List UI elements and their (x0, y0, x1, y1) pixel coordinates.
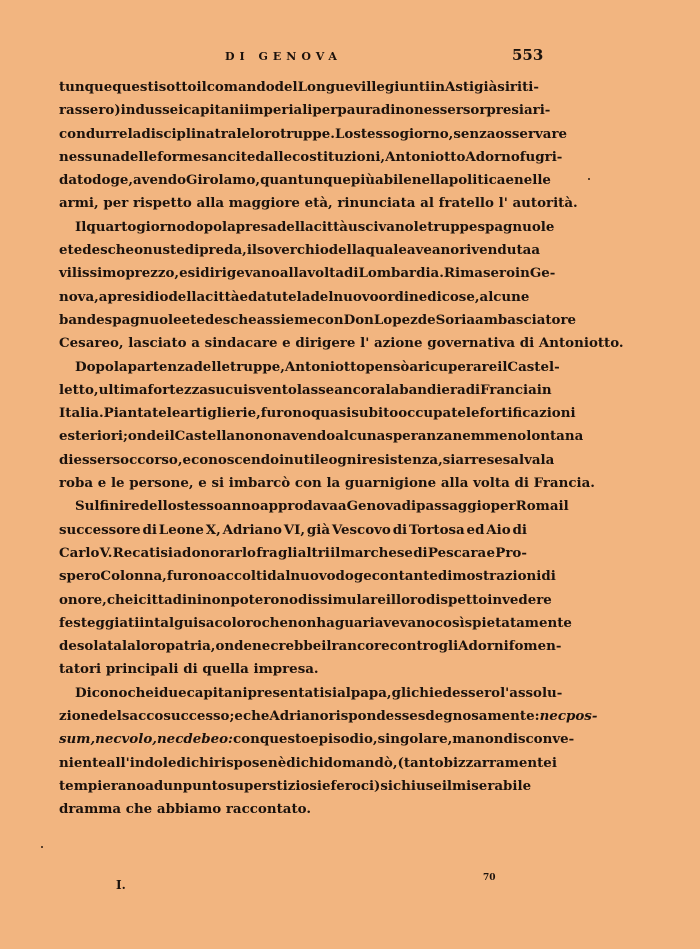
text-line: rassero) indusse i capitani imperiali per paura di non esser sorpresi a ri- (59, 102, 551, 119)
text-line: zione del sacco successo; e che Adriano rispondesse sdegnosamente: nec pos- (59, 708, 598, 725)
text-line: sum, nec volo, nec debeo: con questo episodio, singolare, ma non disconve- (59, 731, 575, 748)
signature-mark-left: I. (116, 878, 126, 892)
text-line: dato doge, avendo Girolamo, quantunque più abile nella politica e nelle (59, 172, 551, 189)
text-line: bande spagnuole e tedesche assieme con Don Lopez de Soria ambasciatore (59, 311, 577, 328)
text-line: Italia. Piantate le artiglierie, furono quasi subito occupate le fortificazioni (59, 405, 576, 422)
signature-mark-right: 70 (483, 873, 496, 883)
paragraph (59, 216, 624, 356)
paper-speck (588, 178, 590, 180)
text-line: Carlo V. Recatisi ad onorarlo fra gli altri il marchese di Pescara e Pro- (59, 544, 527, 561)
paragraph (59, 495, 572, 681)
text-line: roba e le persone, e si imbarcò con la guarnigione alla volta di Francia. (59, 475, 595, 492)
text-line: esteriori; onde il Castellano non avendo alcuna speranza nemmeno lontana (59, 428, 584, 445)
text-line: Dicono che i due capitani presentatisi al papa, gli chiedessero l' assolu- (75, 684, 563, 701)
paper-speck (41, 846, 43, 848)
paragraph (59, 76, 578, 216)
text-line: Sul finire dello stesso anno approdava a Genova di passaggio per Roma il (75, 498, 569, 515)
text-line: letto, ultima fortezza su cui sventolasse ancora la bandiera di Francia in (59, 381, 552, 398)
text-line: nova, a presidio della città ed a tutela del nuovo ordine di cose, alcune (59, 288, 530, 305)
text-line: tunque questi sotto il comando del Longueville giunti in Asti già si riti- (59, 79, 539, 95)
text-line: Cesareo, lasciato a sindacare e dirigere l' azione governativa di Antoniotto. (59, 335, 624, 352)
text-line: tatori principali di quella impresa. (59, 661, 319, 678)
text-line: successore di Leone X, Adriano VI, già Vescovo di Tortosa ed Aio di (59, 521, 527, 538)
text-line: onore, che i cittadini non poterono dissimulare il loro dispetto in vedere (59, 591, 552, 608)
text-line: desolata la loro patria, onde ne crebbe il rancore contro gli Adorni fomen- (59, 638, 562, 655)
paragraph (59, 356, 595, 496)
page-number: 553 (512, 46, 544, 64)
text-line: di esser soccorso, e conoscendo inutile ogni resistenza, si arrese salva la (59, 451, 555, 468)
text-line: niente all' indole di chi rispose nè di chi domandò, (tanto bizzarramente i (59, 754, 557, 771)
text-line: condurre la disciplina tra le loro truppe. Lo stesso giorno, senza osservare (59, 125, 568, 142)
body-text (59, 76, 624, 822)
text-line: dramma che abbiamo raccontato. (59, 801, 311, 818)
text-line: festeggiati in tal guisa coloro che non ha guari avevano così spietatamente (59, 614, 572, 631)
text-line: vilissimo prezzo, e si dirigevano alla volta di Lombardia. Rimasero in Ge- (59, 265, 556, 282)
text-line: nessuna delle forme sancite dalle costituzioni, Antoniotto Adorno fu gri- (59, 148, 563, 165)
paragraph (59, 682, 598, 822)
text-line: spero Colonna, furono accolti dal nuovo doge con tante dimostrazioni di (59, 568, 556, 585)
running-title: DI GENOVA (225, 50, 342, 63)
text-line: e tedesche onuste di preda, il soverchio della quale aveano rivenduta a (59, 242, 541, 259)
text-line: armi, per rispetto alla maggiore età, rinunciata al fratello l' autorità. (59, 195, 578, 212)
text-line: Il quarto giorno dopo la presa della città uscivano le truppe spagnuole (75, 218, 555, 235)
text-line: Dopo la partenza delle truppe, Antoniotto pensò a ricuperare il Castel- (75, 358, 560, 375)
text-line: tempi erano ad un punto superstiziosi e feroci) si chiuse il miserabile (59, 777, 532, 794)
